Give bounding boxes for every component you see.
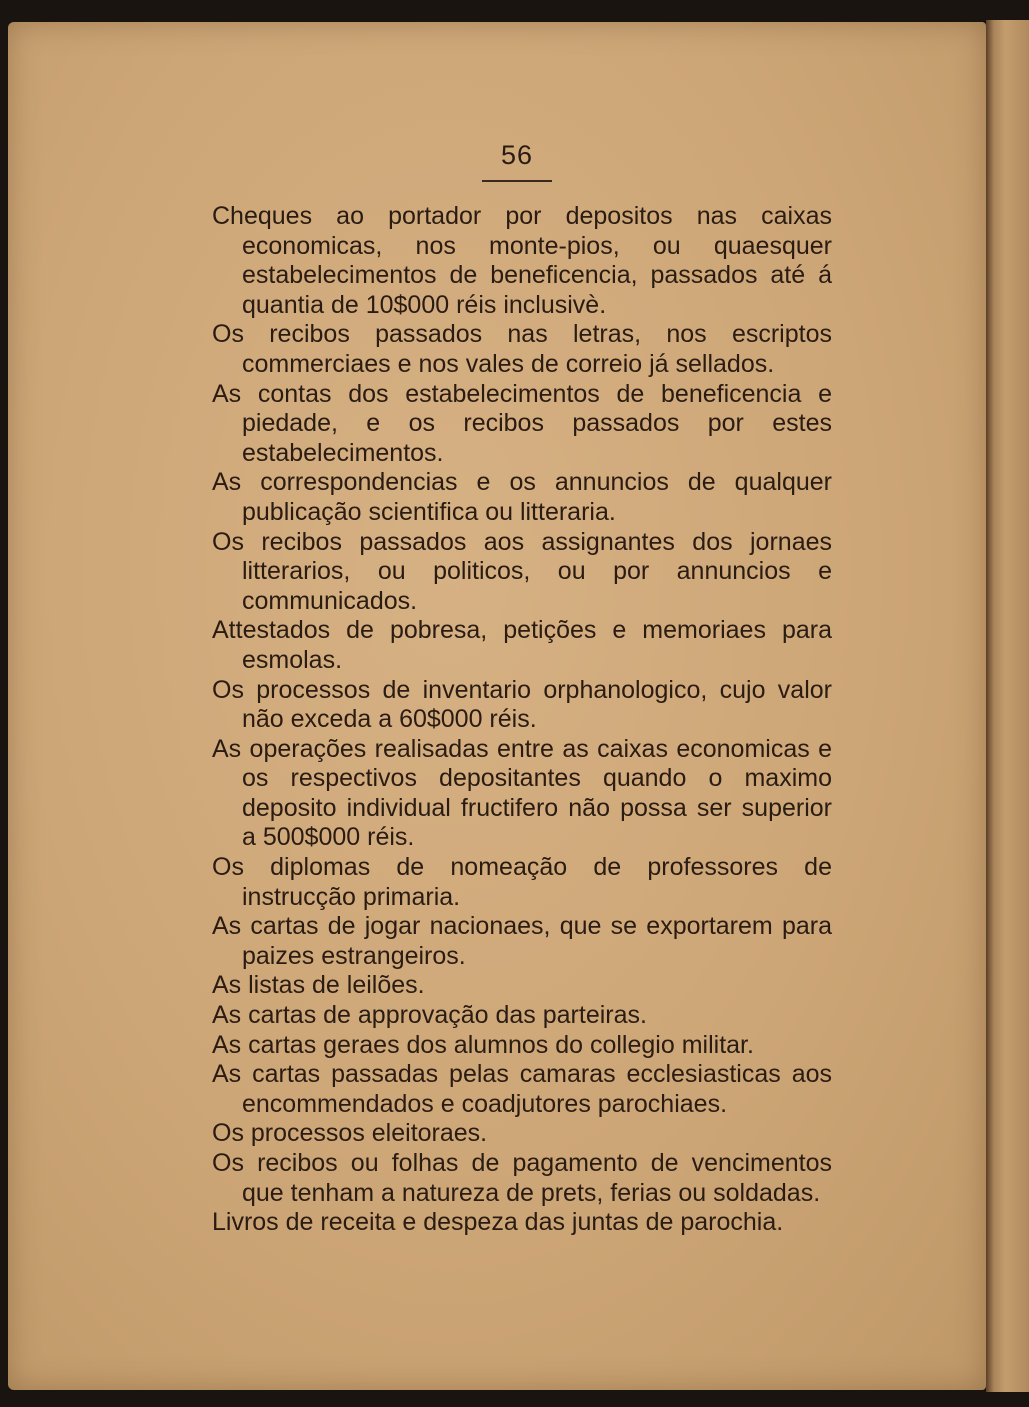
list-item: As operações realisadas entre as caixas economicas e os respectivos depositantes quando o maximo deposito individual fructifero não possa ser superior a 500$000 réis. bbox=[212, 734, 832, 852]
list-item: As cartas de jogar nacionaes, que se exportarem para paizes estrangeiros. bbox=[212, 912, 832, 970]
list-item: Livros de receita e despeza das juntas de parochia. bbox=[212, 1208, 784, 1237]
list-item: As contas dos estabelecimentos de beneficencia e piedade, e os recibos passados por estes estabelecimentos. bbox=[212, 379, 832, 467]
list-item: As listas de leilões. bbox=[212, 971, 425, 1000]
list-item: Os recibos passados aos assignantes dos jornaes litterarios, ou politicos, ou por annuncios e communicados. bbox=[212, 527, 832, 615]
list-item: As cartas passadas pelas camaras ecclesiasticas aos encommendados e coadjutores parochiaes. bbox=[212, 1060, 832, 1118]
list-item: As cartas de approvação das parteiras. bbox=[212, 1001, 647, 1030]
list-item: As cartas geraes dos alumnos do collegio militar. bbox=[212, 1030, 754, 1059]
page-number-rule bbox=[482, 180, 552, 182]
list-item: Cheques ao portador por depositos nas caixas economicas, nos monte-pios, ou quaesquer estabelecimentos de beneficencia, passados até á quantia de 10$000 réis inclusivè. bbox=[212, 202, 832, 319]
list-item: Os recibos ou folhas de pagamento de vencimentos que tenham a natureza de prets, ferias ou soldadas. bbox=[212, 1149, 832, 1207]
page-number: 56 bbox=[500, 140, 534, 170]
list-item: As correspondencias e os annuncios de qualquer publicação scientifica ou litteraria. bbox=[212, 468, 832, 526]
list-item: Os processos eleitoraes. bbox=[212, 1119, 488, 1148]
page-edge bbox=[986, 20, 1029, 1392]
list-item: Attestados de pobresa, petições e memoriaes para esmolas. bbox=[212, 616, 832, 674]
list-item: Os diplomas de nomeação de professores de instrucção primaria. bbox=[212, 853, 832, 911]
body-text bbox=[212, 202, 832, 1238]
list-item: Os processos de inventario orphanologico, cujo valor não exceda a 60$000 réis. bbox=[212, 675, 832, 734]
list-item: Os recibos passados nas letras, nos escriptos commerciaes e nos vales de correio já sellados. bbox=[212, 320, 832, 378]
